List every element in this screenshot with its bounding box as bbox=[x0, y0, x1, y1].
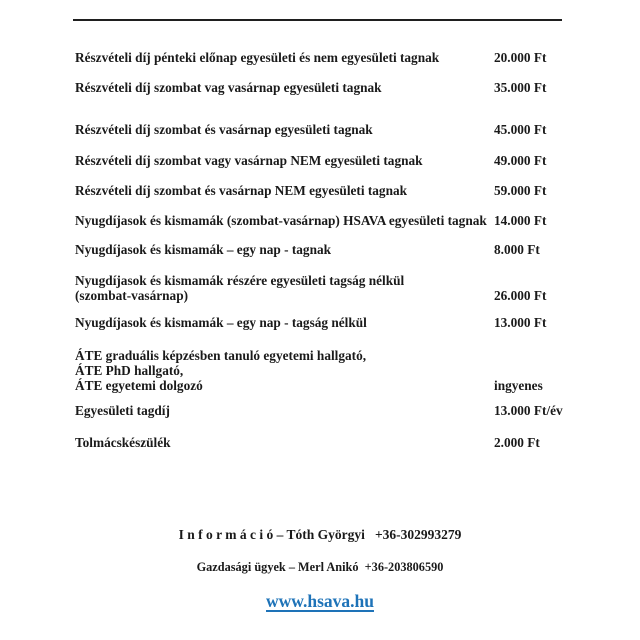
fee-label: ÁTE egyetemi dolgozó bbox=[75, 378, 203, 393]
fee-value: 8.000 Ft bbox=[494, 242, 540, 257]
fee-value: 13.000 Ft/év bbox=[494, 403, 563, 418]
fee-value: 49.000 Ft bbox=[494, 153, 547, 168]
fee-label: Nyugdíjasok és kismamák részére egyesületi tagság nélkül bbox=[75, 273, 405, 288]
website-line-wrapper bbox=[0, 591, 640, 612]
fee-label: (szombat-vasárnap) bbox=[75, 288, 189, 303]
fee-row bbox=[75, 403, 570, 418]
fee-label: Nyugdíjasok és kismamák (szombat-vasárnap) HSAVA egyesületi tagnak bbox=[75, 213, 487, 228]
fee-label: Részvételi díj szombat és vasárnap NEM egyesületi tagnak bbox=[75, 183, 408, 198]
fee-value: 59.000 Ft bbox=[494, 183, 547, 198]
fee-label: ÁTE graduális képzésben tanuló egyetemi hallgató, bbox=[75, 348, 367, 363]
fee-row bbox=[75, 183, 570, 198]
fee-row bbox=[75, 80, 570, 95]
fee-row bbox=[75, 315, 570, 330]
fee-row bbox=[75, 435, 570, 450]
fee-label: Nyugdíjasok és kismamák – egy nap - tagság nélkül bbox=[75, 315, 367, 330]
info-contact-line: I n f o r m á c i ó – Tóth Györgyi +36-302993279 bbox=[178, 527, 462, 542]
fee-label: Részvételi díj szombat vag vasárnap egyesületi tagnak bbox=[75, 80, 382, 95]
fee-value: 45.000 Ft bbox=[494, 122, 547, 137]
website-link[interactable]: www.hsava.hu bbox=[266, 591, 374, 611]
fee-label: Nyugdíjasok és kismamák – egy nap - tagnak bbox=[75, 242, 332, 257]
fee-row bbox=[75, 213, 570, 228]
fee-value: 20.000 Ft bbox=[494, 50, 547, 65]
fee-label: Részvételi díj szombat vagy vasárnap NEM egyesületi tagnak bbox=[75, 153, 423, 168]
fee-label: Részvételi díj pénteki előnap egyesületi és nem egyesületi tagnak bbox=[75, 50, 440, 65]
fee-value: 26.000 Ft bbox=[494, 288, 547, 303]
fee-value: 35.000 Ft bbox=[494, 80, 547, 95]
fee-label: ÁTE PhD hallgató, bbox=[75, 363, 184, 378]
fee-label: Tolmácskészülék bbox=[75, 435, 171, 450]
fee-row bbox=[75, 153, 570, 168]
fee-row bbox=[75, 50, 570, 65]
fee-value: 2.000 Ft bbox=[494, 435, 540, 450]
fee-row bbox=[75, 122, 570, 137]
fee-row bbox=[75, 348, 570, 393]
fee-value: 14.000 Ft bbox=[494, 213, 547, 228]
fee-row bbox=[75, 273, 570, 303]
fee-value: ingyenes bbox=[494, 378, 543, 393]
horizontal-rule bbox=[73, 19, 562, 21]
fee-label: Részvételi díj szombat és vasárnap egyesületi tagnak bbox=[75, 122, 373, 137]
fee-label: Egyesületi tagdíj bbox=[75, 403, 170, 418]
fee-row bbox=[75, 242, 570, 257]
finance-contact-line: Gazdasági ügyek – Merl Anikó +36-203806590 bbox=[196, 560, 444, 574]
fee-value: 13.000 Ft bbox=[494, 315, 547, 330]
